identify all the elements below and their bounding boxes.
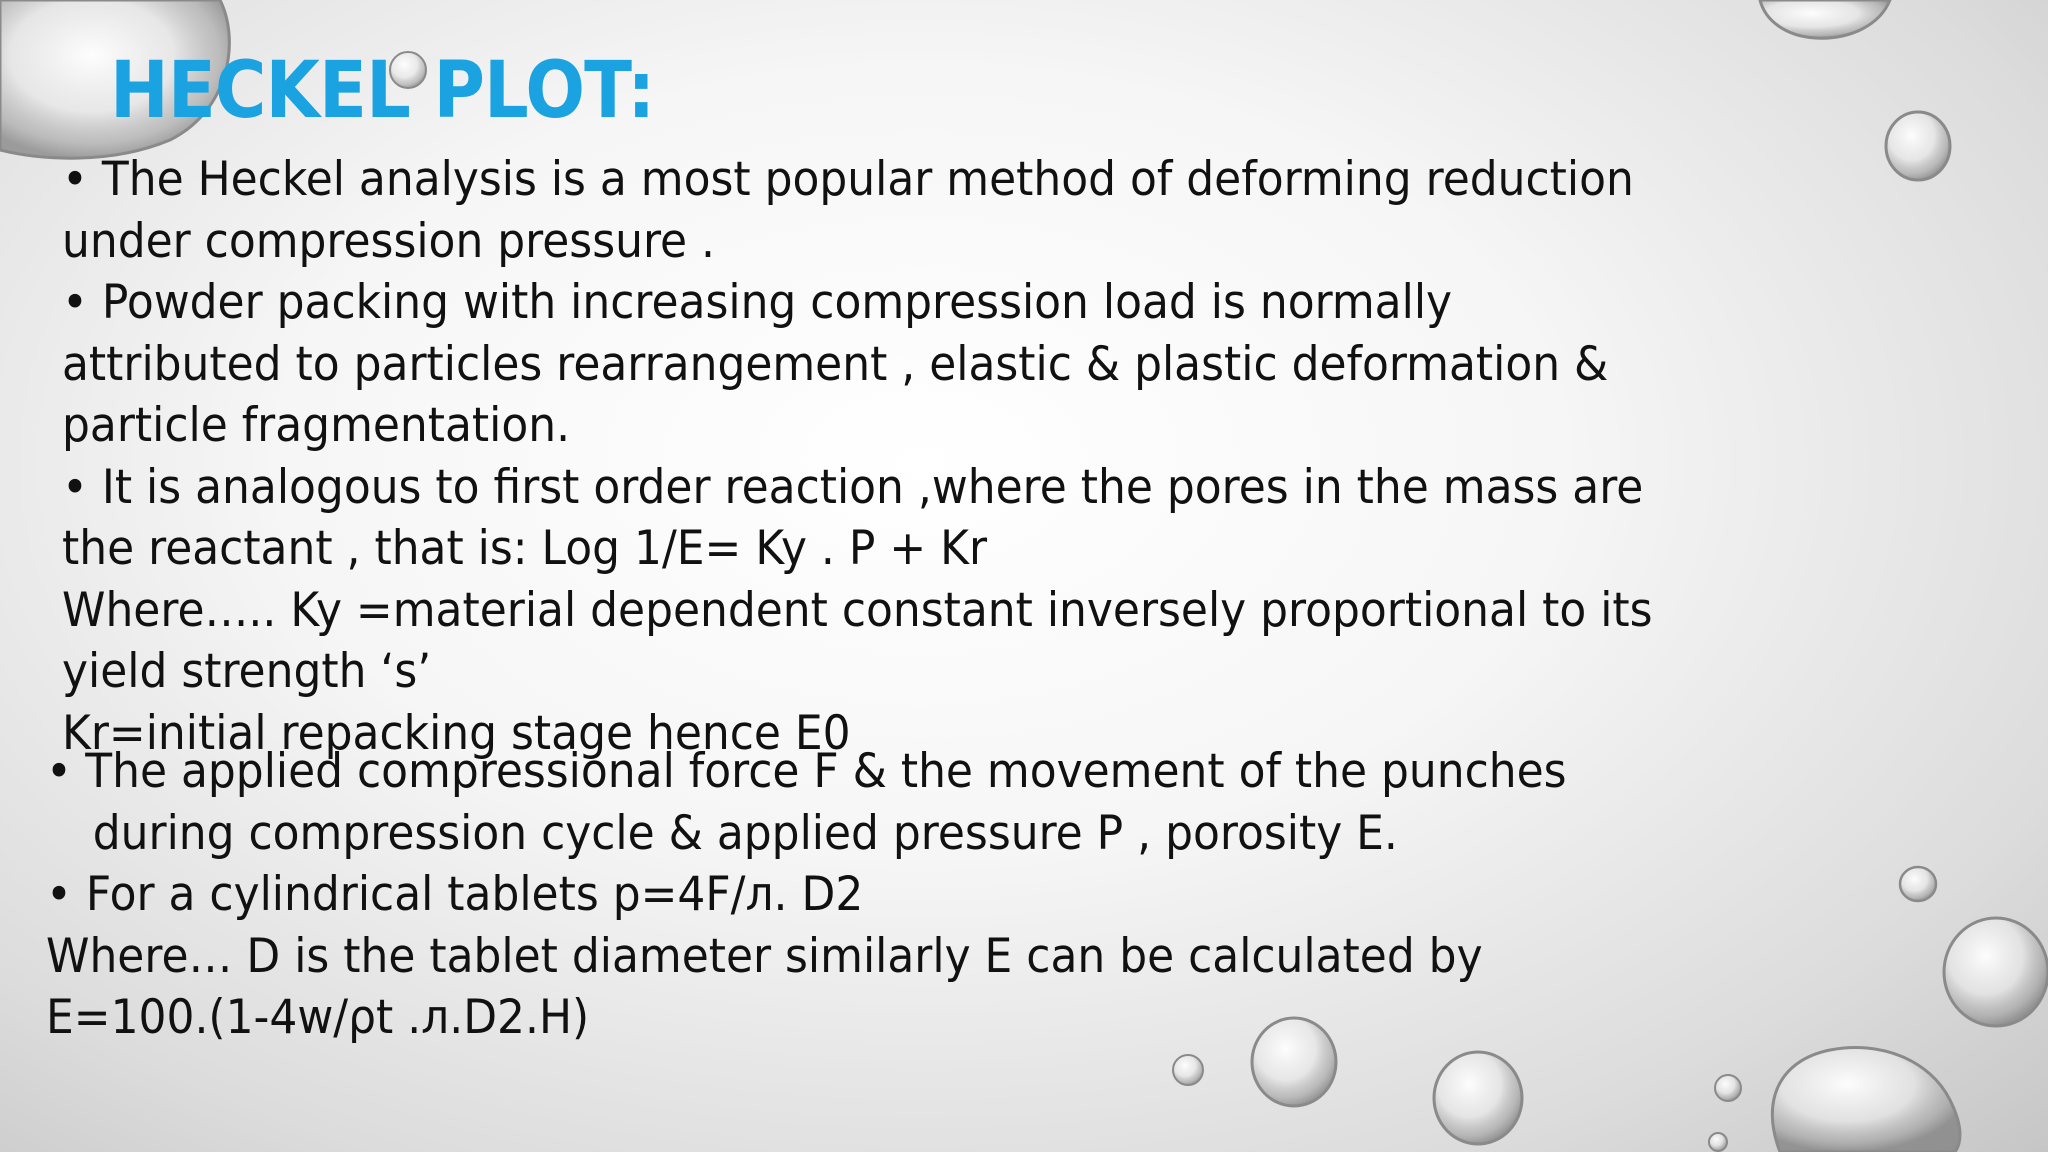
droplet [1772, 1047, 1960, 1152]
droplet [1709, 1133, 1727, 1151]
text-line: attributed to particles rearrangement , elastic & plastic deformation & [62, 336, 1609, 392]
droplet [1760, 0, 1890, 38]
text-line: Where….. Ky =material dependent constant inversely proportional to its [62, 582, 1653, 638]
text-line: • Powder packing with increasing compression load is normally [62, 275, 1453, 330]
compression-formula-text [46, 741, 1567, 1049]
heckel-explanation-text [62, 149, 1653, 764]
text-line: the reactant , that is: Log 1/E= Ky . P + Kr [62, 521, 988, 576]
text-line: • The Heckel analysis is a most popular method of deforming reduction [62, 152, 1634, 207]
text-line: particle fragmentation. [62, 398, 571, 453]
text-line: Where… D is the tablet diameter similarly E can be calculated by [46, 928, 1483, 984]
text-line: during compression cycle & applied pressure P , porosity E. [92, 805, 1398, 861]
text-line: E=100.(1-4w/ρt .л.D2.H) [46, 990, 590, 1045]
text-line: yield strength ‘s’ [62, 644, 432, 699]
droplet [1944, 918, 2048, 1026]
text-line: The applied compressional force F & the movement of the punches [85, 744, 1567, 799]
text-line: • It is analogous to first order reaction ,where the pores in the mass are [62, 459, 1644, 515]
text-line: under compression pressure . [62, 213, 716, 269]
bullet-list-item [46, 741, 1567, 803]
text-line: • For a cylindrical tablets p=4F/л. D2 [46, 867, 864, 922]
droplet [1900, 867, 1936, 901]
bullet-marker: • [46, 744, 72, 799]
text-line: Kr=initial repacking stage hence E0 [62, 705, 851, 761]
slide-title: HECKEL PLOT: [110, 46, 655, 136]
droplet [1434, 1052, 1522, 1144]
droplet [1173, 1055, 1203, 1085]
droplet [1886, 112, 1950, 180]
droplet [1715, 1075, 1741, 1101]
